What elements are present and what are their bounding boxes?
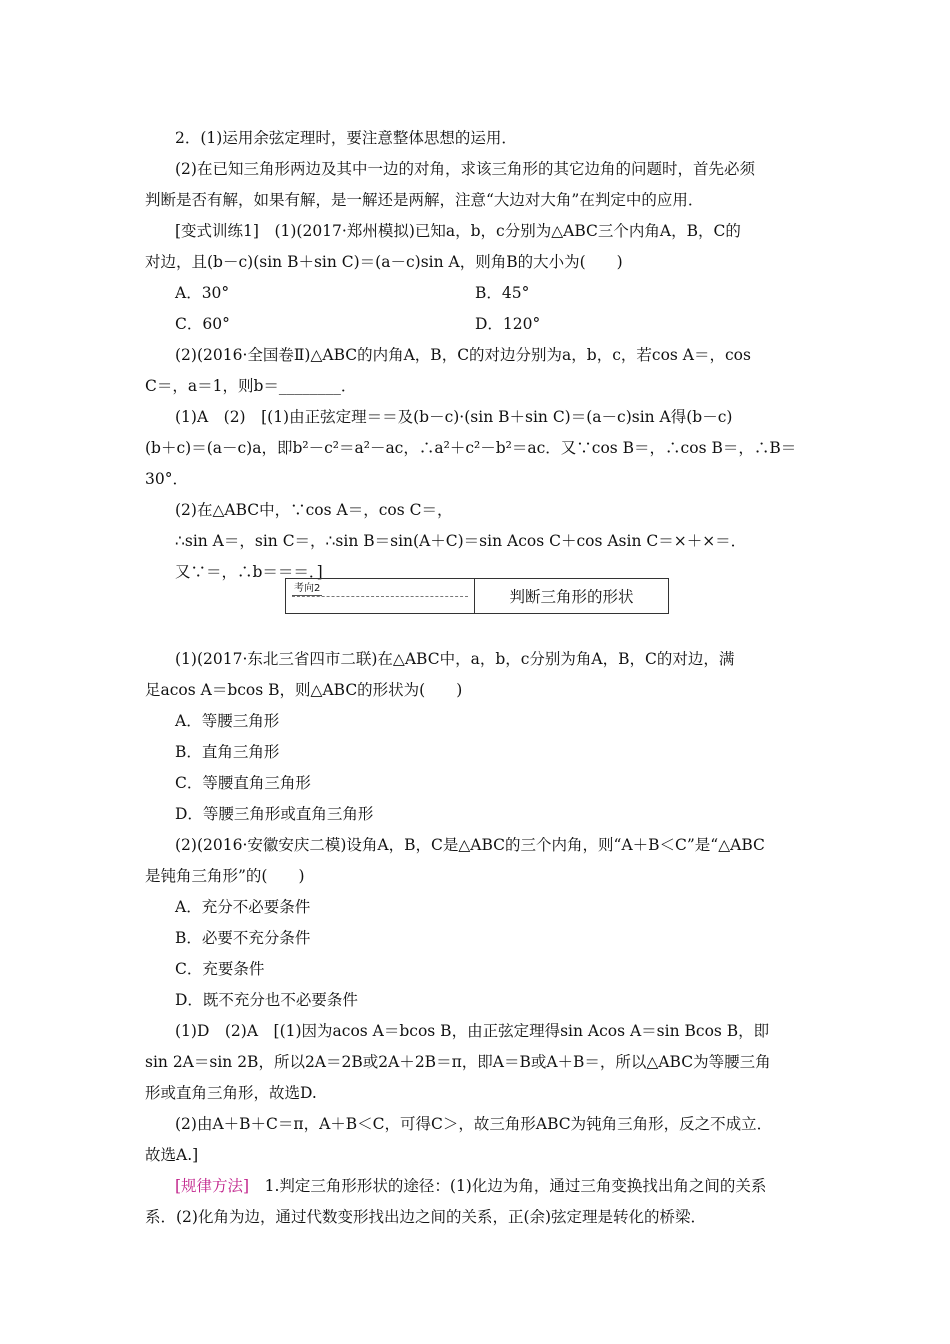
text-line: (1)(2017·东北三省四市二联)在△ABC中，a，b，c分别为角A，B，C的对边，满 [175, 650, 735, 668]
text-line: 足acos A＝bcos B，则△ABC的形状为( ) [145, 681, 463, 699]
text-line: (b＋c)＝(a－c)a，即b²－c²＝a²－ac，∴a²＋c²－b²＝ac．又∵cos B＝，∴cos B＝，∴B＝ [145, 439, 797, 457]
text-line: B．必要不充分条件 [175, 929, 311, 947]
text-line: 判断是否有解，如果有解，是一解还是两解，注意“大边对大角”在判定中的应用． [145, 191, 704, 209]
rule-method-tag: [规律方法] [175, 1177, 250, 1195]
topic-tag-cell [286, 579, 475, 613]
options-row-2 [175, 313, 540, 335]
text-line: A．充分不必要条件 [175, 898, 311, 916]
text-line: [变式训练1] (1)(2017·郑州模拟)已知a，b，c分别为△ABC三个内角A，B，C的 [175, 222, 741, 240]
text-line: A．等腰三角形 [175, 712, 280, 730]
text-line: (2)由A＋B＋C＝π，A＋B＜C，可得C＞，故三角形ABC为钝角三角形，反之不成立． [175, 1115, 773, 1133]
text-line: 又∵＝，∴b＝＝＝．] [175, 563, 323, 581]
option-c: C．60° [175, 315, 230, 333]
text-line: 是钝角三角形”的( ) [145, 867, 305, 885]
text-line: ∴sin A＝，sin C＝，∴sin B＝sin(A＋C)＝sin Acos C＋cos Asin C＝×＋×＝． [175, 532, 747, 550]
option-d: D．120° [475, 315, 541, 333]
text-line: (1)A (2) [(1)由正弦定理＝＝及(b－c)·(sin B＋sin C)＝(a－c)sin A得(b－c) [175, 408, 733, 426]
topic-heading-box [285, 578, 669, 614]
rule-method-text: 1.判定三角形形状的途径：(1)化边为角，通过三角变换找出角之间的关系 [249, 1177, 767, 1195]
text-line: C．充要条件 [175, 960, 265, 978]
options-row-1 [175, 282, 529, 304]
topic-tag: 考向2 [294, 583, 321, 594]
text-line: C＝，a＝1，则b＝________． [145, 377, 357, 395]
text-line: D．等腰三角形或直角三角形 [175, 805, 374, 823]
text-line: 30°． [145, 470, 188, 488]
text-line: 故选A.] [145, 1146, 199, 1164]
text-line: 对边，且(b－c)(sin B＋sin C)＝(a－c)sin A，则角B的大小为( ) [145, 253, 623, 271]
topic-title: 判断三角形的形状 [509, 588, 634, 606]
text-line: sin 2A＝sin 2B，所以2A＝2B或2A＋2B＝π，即A＝B或A＋B＝，所以△ABC为等腰三角 [145, 1053, 771, 1071]
option-a: A．30° [175, 284, 230, 302]
text-line: (2)在已知三角形两边及其中一边的对角，求该三角形的其它边角的问题时，首先必须 [175, 160, 755, 178]
text-line: (1)D (2)A [(1)因为acos A＝bcos B，由正弦定理得sin Acos A＝sin Bcos B，即 [175, 1022, 770, 1040]
text-line: 形或直角三角形，故选D. [145, 1084, 317, 1102]
text-line: (2)在△ABC中，∵cos A＝，cos C＝， [175, 501, 453, 519]
text-line: 系．(2)化角为边，通过代数变形找出边之间的关系，正(余)弦定理是转化的桥梁． [145, 1208, 707, 1226]
rule-method-line [175, 1175, 766, 1197]
text-line: (2)(2016·全国卷Ⅱ)△ABC的内角A，B，C的对边分别为a，b，c，若cos A＝，cos [175, 346, 751, 364]
text-line: D．既不充分也不必要条件 [175, 991, 358, 1009]
text-line: C．等腰直角三角形 [175, 774, 311, 792]
text-line: 2．(1)运用余弦定理时，要注意整体思想的运用． [175, 129, 517, 147]
text-line: B．直角三角形 [175, 743, 280, 761]
dashed-divider [292, 596, 468, 597]
text-line: (2)(2016·安徽安庆二模)设角A，B，C是△ABC的三个内角，则“A＋B＜C”是“△ABC [175, 836, 765, 854]
option-b: B．45° [475, 284, 530, 302]
